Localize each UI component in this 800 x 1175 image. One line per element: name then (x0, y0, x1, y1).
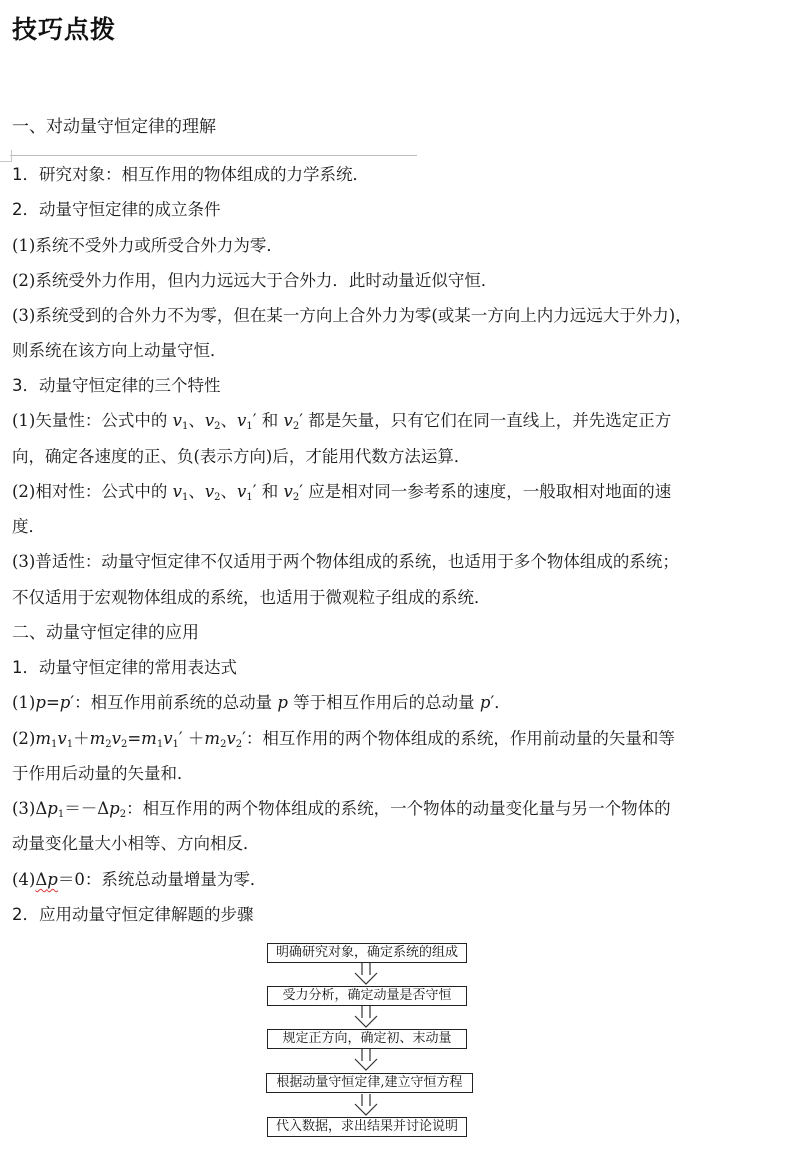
expr-text2: 等于相互作用后的总动量 (293, 693, 475, 712)
flow-step-3: 规定正方向，确定初、末动量 (267, 1029, 467, 1049)
universal-property: (3)普适性：动量守恒定律不仅适用于两个物体组成的系统，也适用于多个物体组成的系统； (12, 552, 679, 571)
down-arrow-icon (352, 1094, 380, 1116)
relative-prefix: (2)相对性：公式中的 (12, 482, 168, 501)
horizontal-rule (10, 155, 417, 156)
down-arrow-icon (352, 963, 380, 985)
properties-heading: 3．动量守恒定律的三个特性 (12, 376, 221, 395)
expr-text: ：相互作用的两个物体组成的系统，作用前动量的矢量和等 (245, 729, 675, 748)
section-heading-application: 二、动量守恒定律的应用 (12, 623, 199, 643)
page-title: 技巧点拨 (12, 15, 117, 44)
vector-prefix: (1)矢量性：公式中的 (12, 411, 168, 430)
condition-3: (3)系统受到的合外力不为零，但在某一方向上合外力为零(或某一方向上内力远远大于外力)， (12, 306, 692, 325)
relative-suffix: 应是相对同一参考系的速度，一般取相对地面的速 (308, 482, 672, 501)
expression-2-cont: 于作用后动量的矢量和． (12, 764, 194, 783)
section-heading-understanding: 一、对动量守恒定律的理解 (12, 117, 216, 137)
research-object-label: 1．研究对象 (12, 165, 105, 184)
expressions-heading: 1．动量守恒定律的常用表达式 (12, 658, 237, 677)
down-arrow-icon (352, 1049, 380, 1071)
expression-2: $(2)m_1v_1+m_2v_2=m_1v_1' +m_2v_2'$：相互作用的两个物体组成的系统，作用前动量的矢量和等 (12, 729, 675, 750)
condition-1: (1)系统不受外力或所受合外力为零． (12, 236, 283, 255)
vector-property: (1)矢量性：公式中的 $v_1$、$v_2$、$v_1'$ 和 $v_2'$ 都是矢量，只有它们在同一直线上，并先选定正方 (12, 411, 672, 432)
expr-text: ：系统总动量增量为零． (84, 870, 267, 889)
flow-step-5: 代入数据，求出结果并讨论说明 (267, 1117, 467, 1137)
down-arrow-icon (352, 1006, 380, 1028)
table-anchor-icon (0, 150, 12, 162)
conditions-heading: 2．动量守恒定律的成立条件 (12, 200, 221, 219)
vector-suffix: 都是矢量，只有它们在同一直线上，并先选定正方 (308, 411, 672, 430)
expr-end: ． (494, 693, 511, 712)
expression-4: (4)Δp＝0：系统总动量增量为零． (12, 870, 267, 889)
relative-property: (2)相对性：公式中的 $v_1$、$v_2$、$v_1'$ 和 $v_2'$ 应是相对同一参考系的速度，一般取相对地面的速 (12, 482, 672, 503)
spellcheck-squiggle: Δp (35, 870, 58, 889)
condition-2: (2)系统受外力作用，但内力远远大于合外力．此时动量近似守恒． (12, 271, 498, 290)
universal-property-cont: 不仅适用于宏观物体组成的系统，也适用于微观粒子组成的系统． (12, 588, 491, 607)
expr-text: ：相互作用前系统的总动量 (74, 693, 273, 712)
expr-text: ：相互作用的两个物体组成的系统，一个物体的动量变化量与另一个物体的 (126, 799, 671, 818)
expression-3: $(3)\Delta p_1=-\Delta p_2$：相互作用的两个物体组成的系统，一个物体的动量变化量与另一个物体的 (12, 799, 671, 820)
research-object-text: ：相互作用的物体组成的力学系统． (105, 165, 369, 184)
expr-num: (2) (12, 729, 36, 748)
research-object-line (12, 164, 369, 186)
flow-step-2: 受力分析，确定动量是否守恒 (267, 986, 467, 1006)
steps-heading: 2．应用动量守恒定律解题的步骤 (12, 905, 254, 924)
flow-step-1: 明确研究对象，确定系统的组成 (267, 943, 467, 963)
condition-3-cont: 则系统在该方向上动量守恒． (12, 341, 227, 360)
expr-num: (1) (12, 693, 36, 712)
expression-1: (1)p=p′：相互作用前系统的总动量 p 等于相互作用后的总动量 p′． (12, 693, 511, 712)
expr-num: (4) (12, 870, 36, 889)
expr-num: (3) (12, 799, 36, 818)
expression-3-cont: 动量变化量大小相等、方向相反． (12, 834, 260, 853)
vector-property-cont: 向，确定各速度的正、负(表示方向)后，才能用代数方法运算． (12, 447, 471, 466)
relative-property-cont: 度． (12, 517, 45, 536)
flow-step-4: 根据动量守恒定律,建立守恒方程 (266, 1073, 473, 1093)
